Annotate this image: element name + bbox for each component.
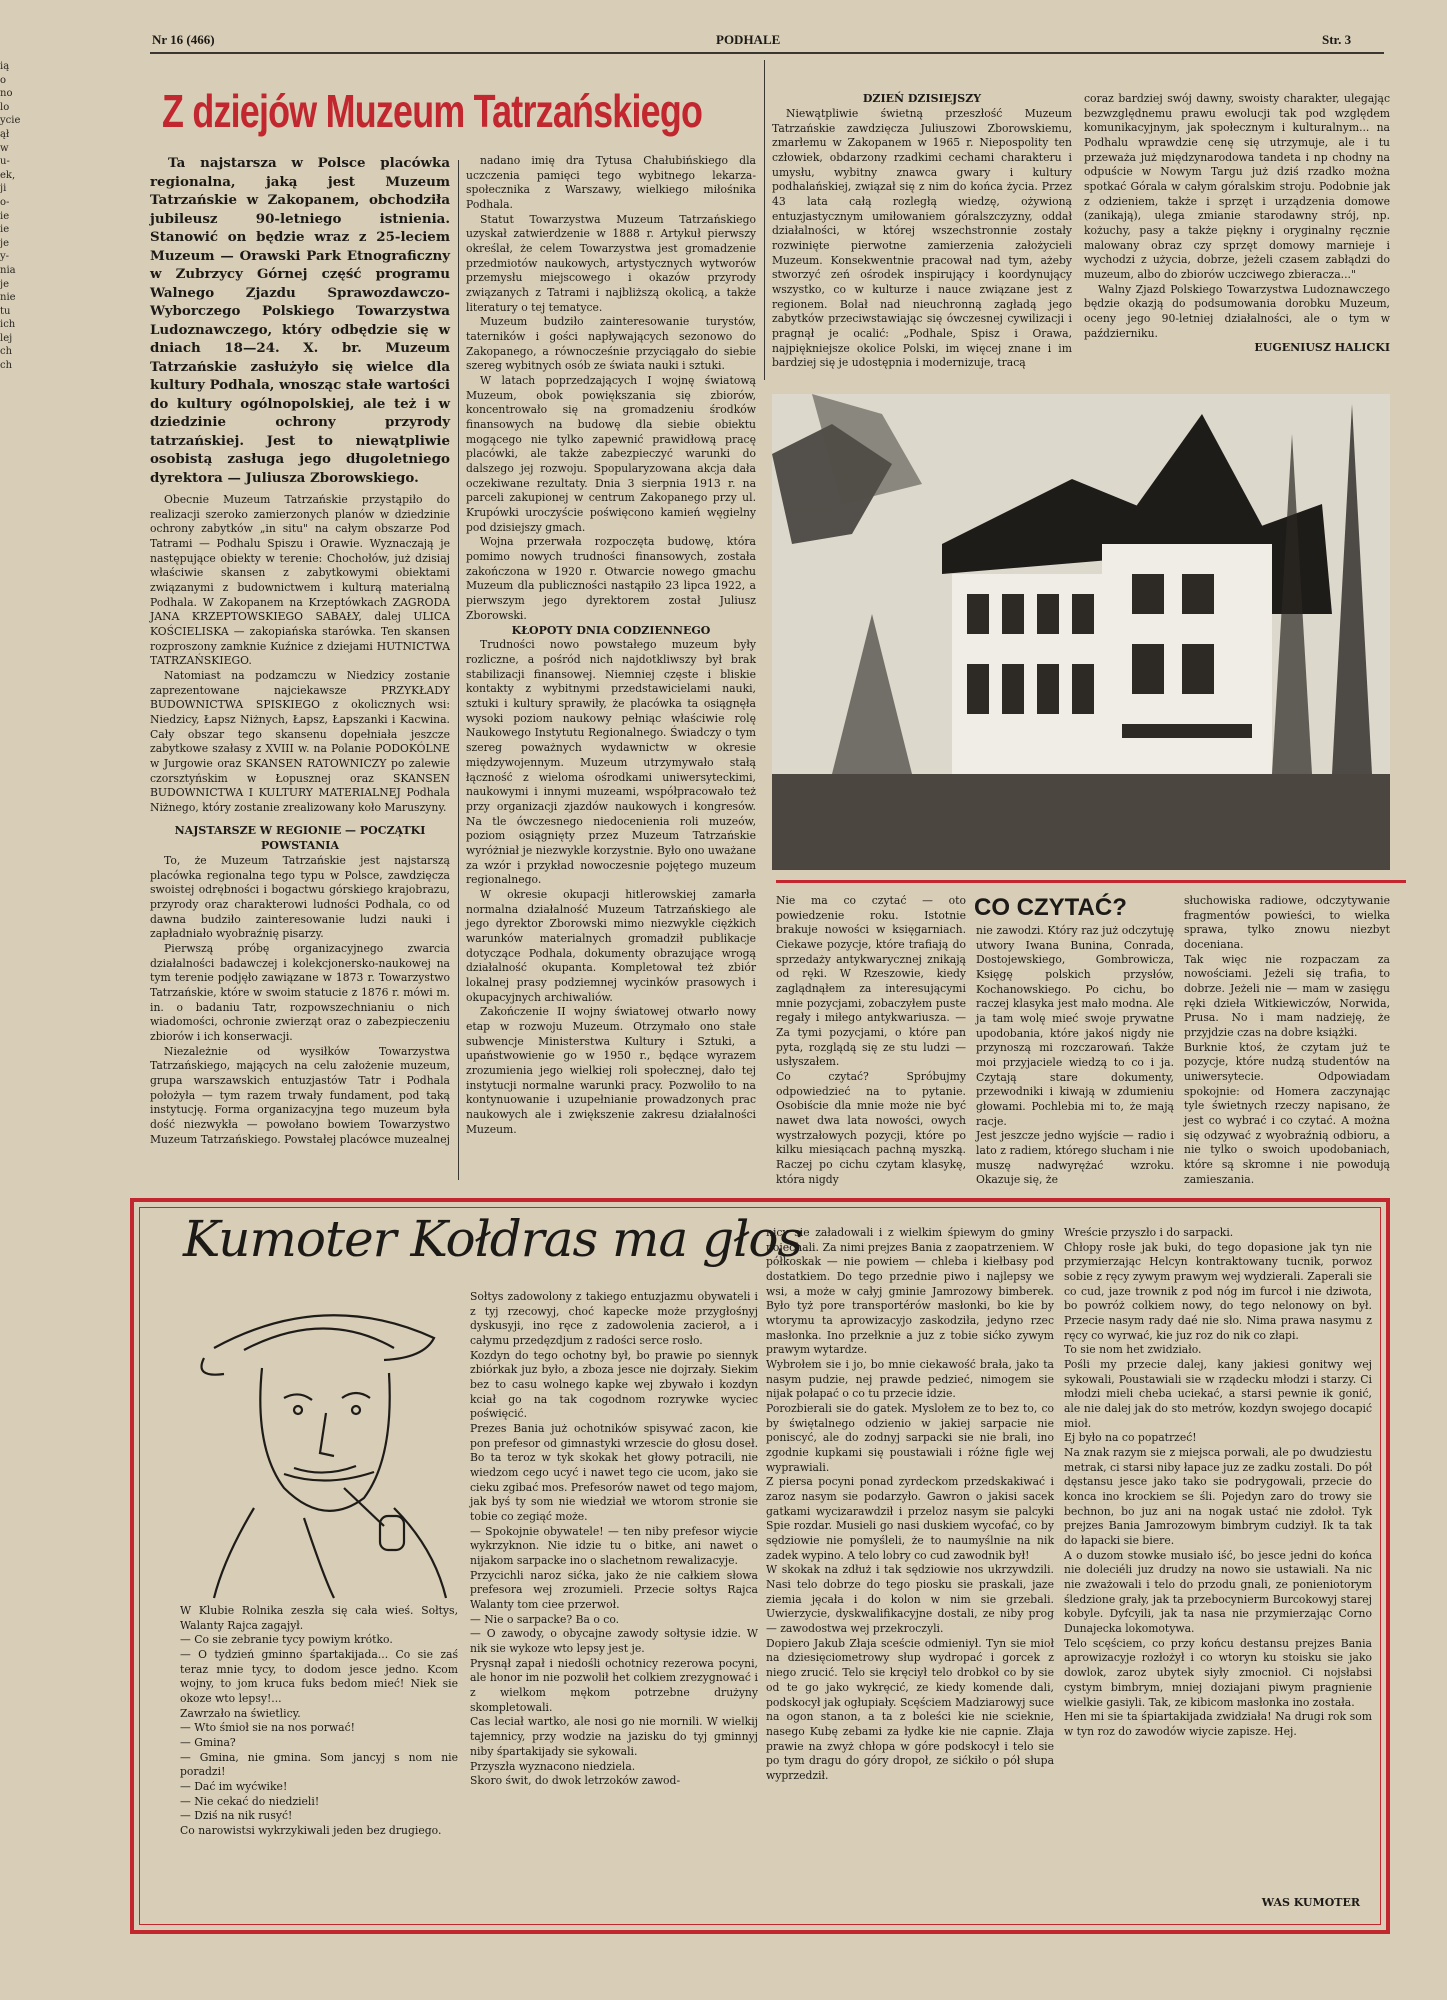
article1-subheading-3: DZIEŃ DZISIEJSZY xyxy=(862,92,982,105)
newspaper-name: PODHALE xyxy=(716,32,781,47)
article3-column-2: nicy sie załadowali i z wielkim śpiewym do gminy pojechali. Za nimi prejzes Bania z zaopatrzeniem. W półkoskak — nie powiem — chleba i kiełbasy pod dostatkiem. Do tego przednie piwo i najlepsy we wsi, a może w całyj gminie Jamrozowy bimberek. Było tyż pore transportérów masłonki, bo kie by wtorymu ta aprowizacyjo zaskodziła, jedyno rzec masłonka. Ino przełknie a juz z tobie sićko zywym prawym wytardze. Wybrołem sie i jo, bo mnie ciekawość brała, jako ta nasym pudzie, nej prawde pedzieć, nimogem sie nijak połapać o co tu przecie idzie. Porozbierali sie do gatek. Myslołem ze to bez to, co by świętalnego odzienio w jakiej sarpacie nie poniscyć, ale do zodnyj sarpacki sie nie brali, ino zgodnie kupkami się poustawiali i różne figle wej wyprawiali. Z piersa pocyni ponad zyrdeckom przedskakiwać i zaroz nasym sie podarzyło. Gawron o jakisi sacek gatkami wycizarawdził i przeloz nasym sie palcyki Spie rozdar. Musieli go nasi duskiem wycofać, co by sędziowie nie pomyśleli, że to naumyślnie na nik zadek wypino. A telo lobry co cud zawodnik był! W skokak na zdłuż i tak sędziowie nos ukrzywdzili. Nasi telo dobrze do tego piosku sie praskali, jaze ziemia jęcała i do kolon w nim sie grzebali. Uwierzycie, dyskwalifikacyjne dostali, ze niby prog — zawodostwa wej przekroczyli. Dopiero Jakub Złaja sceście odmieniył. Tyn sie mioł na dziesięciometrowy słup wydropać i gorcek z niego zrucić. Telo sie kręciył telo drobkoł co by sie od te go jako wykręcić, ze kiedy komende dali, podskocył jak ogłupiały. Scęściem Madziarowyj suce na ogon stanon, a ta z boleści kie nie scieknie, nasego Kubę zebami za łydke kie nie capnie. Złaja prawie na zwyż chłopa w góre podskocył i telo sie po tym dragu do góry dropoł, ze sićkiło o pół słupa wyprzedził. xyxy=(766,1226,1054,1782)
article1-subheading-2: KŁOPOTY DNIA CODZIENNEGO xyxy=(511,623,711,637)
page-number: Str. 3 xyxy=(1322,32,1352,47)
article1-column-2 xyxy=(466,154,756,1180)
museum-building-photo xyxy=(772,394,1390,870)
column-divider xyxy=(764,60,765,380)
article2-column-3: słuchowiska radiowe, odczytywanie fragmentów powieści, to wielka sprawa, tylko znowu niezbyt doceniana. Tak więc nie rozpaczam za nowościami. Jeżeli się trafia, to dobrze. Jeżeli nie — mam w zasięgu ręki dzieła Witkiewiczów, Norwida, Prusa. No i mam nadzieję, że przyjdzie czas na dobre książki. Burknie ktoś, że czytam już te pozycje, które nudzą studentów na uniwersytecie. Odpowiadam spokojnie: od Homera zaczynając tyle świetnych rzeczy napisano, że jest co wybrać i co czytać. A można się odzywać z wyobraźnią odbioru, a nie tylko o swoich upodobaniach, które są skromne i nie powodują zamieszania. xyxy=(1184,894,1390,1186)
article2-column-2: nie zawodzi. Który raz już odczytuję utwory Iwana Bunina, Conrada, Dostojewskiego, Gombrowicza, Księgę polskich przysłów, Kochanowskiego. Po cichu, bo raczej klasyka jest mało modna. Ale ja tam wolę mieć swoje prywatne upodobania, które jakoś nigdy nie przynoszą mi rozczarowań. Także moi przyjaciele wiedzą to co i ja. Czytają stare dokumenty, przewodniki i kiwają w zdumieniu głowami. Pochlebia mi to, że mają racje. Jest jeszcze jedno wyjście — radio i lato z radiem, którego słucham i nie muszę nadwyrężać wzroku. Okazuje się, że xyxy=(976,924,1174,1187)
article1-paragraph: W latach poprzedzających I wojnę światową Muzeum, obok powiększania się zbiorów, koncentrowało się na gromadzeniu środków finansowych na budowę dla siebie obiektu mogącego nie tylko zapewnić prawidłową pracę placówki, ale także zabezpieczyć warunki do dalszego jej rozwoju. Spopularyzowana akcja dała oczekiwane rezultaty. Dnia 3 sierpnia 1913 r. na parceli zakupionej w centrum Zakopanego przy ul. Krupówki uroczyście poświęcono kamień węgielny pod dzisiejszy gmach. xyxy=(466,374,756,534)
article1-signature: EUGENIUSZ HALICKI xyxy=(1254,341,1390,355)
article1-paragraph: Obecnie Muzeum Tatrzańskie przystąpiło do realizacji szeroko zamierzonych planów w dziedzinie ochrony zabytków „in situ" na całym obszarze Pod Tatrami — Podhalu Spiszu i Orawie. Wyznaczają je następujące obiekty w terenie: Chochołów, już dzisiaj właściwie skansen z zabytkowymi obiektami związanymi z budownictwem i kulturą materialną Podhala. W Zakopanem na Krzeptówkach ZAGRODA JANA KRZEPTOWSKIEGO SABAŁY, dalej ULICA KOŚCIELISKA — zakopiańska starówka. Ten skansen rozproszony zamknie Kuźnice z dziejami HUTNICTWA TATRZAŃSKIEGO. xyxy=(150,493,450,668)
article1-paragraph: coraz bardziej swój dawny, swoisty charakter, ulegając bezwzględnemu prawu ewolucji tak pod względem komunikacyjnym, jak społecznym i kulturalnym... na Podhalu wprawdzie cenę się utrzymuje, ale i tu przeważa już międzynarodowa tandeta i np chodny na odpuście w Nowym Targu już dziś rzadko można spotkać Górala w całym góralskim stroju. Podobnie jak z odzieniem, także i sprzęt i urządzenia domowe (zanikają), ulega zmianie starodawny strój, np. kożuchy, pasy a także piękny i oryginalny ręcznie malowany obraz czy sprzęt domowy marnieje i wychodzi z użycia, dobrze, jeżeli czasem zabłądzi do muzeum, albo do zbiorów uczciwego zbieracza..." xyxy=(1084,92,1390,282)
highlander-portrait-illustration xyxy=(184,1278,464,1598)
article1-paragraph: Niewątpliwie świetną przeszłość Muzeum Tatrzańskie zawdzięcza Juliuszowi Zborowskiemu, zmarłemu w Zakopanem w 1965 r. Niepospolity ten człowiek, obdarzony rzadkimi cechami charakteru i umysłu, wybitny znawca gwary i kultury podhalańskiej, związał się z nim do końca życia. Przez 43 lata całą rozległą wiedzę, ożywioną entuzjastycznym umiłowaniem góralszczyzny, oddał działalności, w której wszechstronnie zostały rozwinięte pierwotne zamierzenia założycieli Muzeum. Konsekwentnie pracował nad tym, ażeby stworzyć zeń ośrodek inspirujący i koordynujący wszystko, co w kulturze i nauce związane jest z regionem. Bolał nad nieuchronną zagładą jego zabytków przeciwstawiając się ówczesnej cywilizacji i pragnął je ocalić: „Podhale, Spisz i Orawa, najpiękniejsze okolice Polski, im więcej znane i im bardziej się je udostępnia i modernizuje, tracą xyxy=(772,106,1072,370)
issue-number: Nr 16 (466) xyxy=(152,32,215,47)
article3-column-1: Sołtys zadowolony z takiego entuzjazmu obywateli i z tyj rzecowyj, choć kapecke może przygłośnyj dyskusyji, ino ręce z zadowolenia zacieroł, a i całymu przedęzdjum z radości serce rosło. Kozdyn do tego ochotny był, bo prawie po siennyk zbiórkak juz było, a zboza jesce nie dojrzały. Siekim bez to casu wolnego kapke wej zbywało i kozdyn kciał go na tak cogodnom rozrywke wyciec poświęcić. Prezes Bania już ochotników spisywać zacon, kie pon prefesor od gimnastyki wrzescie do głosu doseł. Bo ta teroz w tyk skokak het głowy potracili, nie wiedzom cego ucyć i nawet tego cie ucom, jako sie cieku zgibać mos. Prefesorów nawet od tego majom, jak byś ty som nie wiedział we wtorom stronie sie tobie co zegiąć może. — Spokojnie obywatele! — ten niby prefesor wiycie wykrzyknon. Nie idzie tu o bitke, ani nawet o nijakom sarpacke ino o slachetnom rewalizacyje. Przycichli naroz sićka, jako że nie całkiem słowa prefesora wej zrozumieli. Przecie sołtys Rajca Walanty tom ciee przerwoł. — Nie o sarpacke? Ba o co. — O zawody, o obycajne zawody sołtysie idzie. W nik sie wykoze wto lepsy jest je. Prysnął zapał i niedośli ochotnicy rezerowa pocyni, ale honor im nie pozwolił het colkiem zrezygnować i z wielkom mękom potrzebne drużyny skompletowali. Cas leciał wartko, ale nosi go nie mornili. W wielkij tajemnicy, przy wodzie na jazisku do tyj gminnyj niby śpartakijady sie sykowali. Przyszła wyznacono niedziela. Skoro świt, do dwok letrzoków zawod- xyxy=(470,1290,758,1788)
article1-lead: Ta najstarsza w Polsce placówka regionalna, jaką jest Muzeum Tatrzańskie w Zakopanem, obchodziła jubileusz 90-letniego istnienia. Stanowić on będzie wraz z 25-leciem Muzeum — Orawski Park Etnograficzny w Zubrzycy Górnej część programu Walnego Zjazdu Sprawozdawczo-Wyborczego Polskiego Towarzystwa Ludoznawczego, który odbędzie się w dniach 18—24. X. br. Muzeum Tatrzańskie zasłużyło się wielce dla kultury Podhala, wnosząc stałe wartości do kultury ogólnopolskiej, ale też i w dziedzinie ochrony przyrody tatrzańskiej. Jest to niewątpliwie osobistą zasługa jego długoletniego dyrektora — Juliusza Zborowskiego. xyxy=(150,155,450,486)
article2-title: CO CZYTAĆ? xyxy=(974,894,1127,921)
article1-column-3 xyxy=(772,92,1072,390)
article3-column-3: Wreście przyszło i do sarpacki. Chłopy rosłe jak buki, do tego dopasione jak tyn nie przymierzając Helcyn kontraktowany tucnik, porwoz sobie z ręcy zywym prawym wej wydzierali. Zaperali sie co cud, jaze trownik z pod nóg im furcoł i nie dziwota, bo powróż colkiem nowy, do tego nelonowy on był. Przecie nasym rady daé nie sło. Nima prawa nasymu z ręcy co wyrwać, kie juz roz do nik co złapi. To sie nom het zwidziało. Pośli my przecie dalej, kany jakiesi gonitwy wej sykowali, Poustawiali sie w rządecku młodzi i starzy. Ci młodzi mieli cheba uciekać, a starsi pewnie ik gonić, ale nie dalej jak do sto metrów, kozdyn swojego docapić mioł. Ej było na co popatrzeć! Na znak razym sie z miejsca porwali, ale po dwudziestu metrak, ci starsi niby łapace juz ze zadku zostali. Do pół dęstansu jesce jako tako sie podrygowali, przecie do konca ino krockiem se śli. Pojedyn zaro do trowy sie bechnon, bo juz ani na nogak ustać nie zdołoł. Tyk prejzes Bania Jamrozowym bimbrym cudziył. Ik ta tak do łapacki sie biere. A o duzom stowke musiało iść, bo jesce jedni do końca nie doleciéli juz drudzy na nowo sie ustawiali. Na nic nie zważowali i telo do przodu gnali, ze ponieniotorym śledzione grały, jak ta przebocynierm Burcokowyj starej kobyle. Dyfcyili, jak ta nasa nie przymierzając Corno Dunajecka lokomotywa. Telo scęściem, co przy końcu destansu prejzes Bania aprowizacyje rozłożył i co wtoryn ku stoisku sie jako dowlok, zaroz ubytek siyły zmocnioł. Ci nojsłabsi cystym bimbrym, mniej doziajani piwym pragnienie wielkie gasiyli. Tak, ze kibicom masłonka ino została. Hen mi sie ta śpiartakijada zwidziała! Na drugi rok som w tyn roz do zawodów wiycie zapisze. Hej. xyxy=(1064,1226,1372,1738)
article1-column-1b xyxy=(150,824,450,1180)
article1-column-4 xyxy=(1084,92,1390,390)
article1-column-1 xyxy=(150,154,450,824)
article-title-museum: Z dziejów Muzeum Tatrzańskiego xyxy=(162,85,703,137)
highlander-portrait-icon xyxy=(184,1278,464,1598)
article1-paragraph: Muzeum budziło zainteresowanie turystów, taterników i gości napływających sezonowo do Zakopanego, a równocześnie przyciągało do siebie szereg wybitnych osób ze świata nauki i sztuki. xyxy=(466,315,756,373)
article3-title: Kumoter Kołdras ma głos xyxy=(183,1210,803,1268)
article2-column-1: Nie ma co czytać — oto powiedzenie roku. Istotnie brakuje nowości w księgarniach. Ciekawe pozycje, które trafiają do sprzedaży antykwarycznej znikają od ręki. W Rzeszowie, kiedy zaglądnąłem za interesującymi mnie pozycjami, zobaczyłem puste regały i miłego antykwariusza. — Za tymi pozycjami, o które pan pyta, rozglądą się ze stu ludzi — usłyszałem. Co czytać? Spróbujmy odpowiedzieć na to pytanie. Osobiście dla mnie może nie być nawet dwa lata nowości, owych wystrzałowych pozycji, które po kilku miesiącach pachną myszką. Raczej po cichu czytam klasykę, która nigdy xyxy=(776,894,966,1186)
column-divider xyxy=(458,160,459,1180)
article1-paragraph: nadano imię dra Tytusa Chałubińskiego dla uczczenia pamięci tego wybitnego lekarza-społecznika z Warszawy, wielkiego miłośnika Podhala. xyxy=(466,154,756,212)
article1-paragraph: Pierwszą próbę organizacyjnego zwarcia działalności badawczej i kolekcjonersko-naukowej na tym terenie podjęło zawiązane w 1873 r. Towarzystwo Tatrzańskie, które w swoim statucie z 1876 r. mówi m. in. o badaniu Tatr, rozpowszechnianiu o nich wiadomości, ochronie zwierząt oraz o zabezpieczeniu zbiorów i ich konserwacji. xyxy=(150,941,450,1043)
museum-building-illustration xyxy=(772,394,1390,870)
article1-paragraph: Natomiast na podzamczu w Niedzicy zostanie zaprezentowane najciekawsze PRZYKŁADY BUDOWNICTWA SPISKIEGO z okolicznych wsi: Niedzicy, Łapsz Niżnych, Łapsz, Łapszanki i Kacwina. Cały obszar tego skansenu dopełniała jeszcze zabytkowe szałasy z XVIII w. na Polanie PODOKÓLNE w Jurgowie oraz SKANSEN RATOWNICZY po zalewie czorsztyńskim w Łopusznej oraz SKANSEN BUDOWNICTWA I KULTURY MATERIALNEJ Podhala Niżnego, który zostanie zrealizowany koło Maruszyny. xyxy=(150,669,450,815)
article1-paragraph: Statut Towarzystwa Muzeum Tatrzańskiego uzyskał zatwierdzenie w 1888 r. Artykuł pierwszy określał, że celem Towarzystwa jest gromadzenie przedmiotów naukowych, artystycznych wytworów przemysłu miejscowego i okazów przyrody związanych z Tatrami i najbliższą okolicą, a także literatury o tej tematyce. xyxy=(466,212,756,314)
article3-signature: WAS KUMOTER xyxy=(1261,1896,1360,1909)
previous-page-edge-text: ią o no lo ycie ął w u- ek, ji o- ie ie je y- nia je nie tu ich lej ch ch xyxy=(0,61,21,372)
article1-paragraph: Wojna przerwała rozpoczęta budowę, która pomimo nowych trudności finansowych, została zakończona w 1920 r. Otwarcie nowego gmachu Muzeum dla publiczności nastąpiło 23 lipca 1922, a pierwszym jego dyrektorem został Juliusz Zborowski. xyxy=(466,535,756,622)
header-rule xyxy=(150,52,1384,54)
article1-paragraph: Niezależnie od wysiłków Towarzystwa Tatrzańskiego, mających na celu założenie muzeum, grupa warszawskich entuzjastów Tatr i Podhala położyła — tym razem trwały fundament, pod taką instytucję. Forma organizacyjna tego muzeum była dość niezwykła — powołano bowiem Towarzystwo Muzeum Tatrzańskiego. Powstałej placówce muzealnej xyxy=(150,1044,450,1146)
article1-paragraph: Zakończenie II wojny światowej otwarło nowy etap w rozwoju Muzeum. Otrzymało ono stałe subwencje Ministerstwa Kultury i Sztuki, a upaństwowienie go w 1950 r., będące wyrazem zrozumienia jego wielkiej roli społecznej, dało tej instytucji normalne warunki pracy. Pozwoliło to na kontynuowanie i uzupełnianie prowadzonych prac naukowych ale i zwiększenie zakresu działalności Muzeum. xyxy=(466,1005,756,1136)
article1-paragraph: Walny Zjazd Polskiego Towarzystwa Ludoznawczego będzie okazją do podsumowania dorobku Muzeum, oceny jego 90-letniej działalności, ale o tym w październiku. xyxy=(1084,282,1390,340)
article3-intro: W Klubie Rolnika zeszła się cała wieś. Sołtys, Walanty Rajca zagajył. — Co sie zebranie tycy powiym krótko. — O tydzień gminno śpartakijada... Co sie zaś teraz mnie tycy, to dodom jesce jedno. Kcom wojny, to jom kruca fuks bedom mieć! Niek sie okoze wto lepsy!... Zawrzało na świetlicy. — Wto śmioł sie na nos porwać! — Gmina? — Gmina, nie gmina. Som jancyj s nom nie poradzi! — Dać im wyćwike! — Nie cekać do niedzieli! — Dziś na nik rusyć! Co narowistsi wykrzykiwali jeden bez drugiego. xyxy=(180,1604,458,1838)
article1-subheading-1: NAJSTARSZE W REGIONIE — POCZĄTKI POWSTANIA xyxy=(174,824,426,852)
article1-paragraph: To, że Muzeum Tatrzańskie jest najstarszą placówka regionalna tego typu w Polsce, zawdzięcza swoistej odrębności i bogactwu górskiego krajobrazu, przyrody oraz charakterowi ludności Podhala, co od dawna budziło zainteresowanie ludzi nauki i zapładniało wyobraźnię pisarzy. xyxy=(150,853,450,941)
article1-paragraph: Trudności nowo powstałego muzeum były rozliczne, a pośród nich najdotkliwszy był brak stabilizacji finansowej. Niemniej częste i bliskie kontakty z wybitnymi przedstawicielami nauki, sztuki i kultury sprawiły, że placówka ta osiągnęła wysoki poziom naukowy pełniąc właściwie rolę Naukowego Instytutu Regionalnego. Świadczy o tym szereg poważnych wydawnictw w okresie międzywojennym. Muzeum utrzymywało stałą łączność z wieloma ośrodkami uniwersyteckimi, naukowymi i innymi muzeami, współpracowało też przy organizacji zjazdów naukowych i kongresów. Na tle ówczesnego niedocenienia roli muzeów, poziom osiągnięty przez Muzeum Tatrzańskie wyróżniał je niezwykle korzystnie. Było ono uważane za wzór i przykład nowoczesnie pojętego muzeum regionalnego. xyxy=(466,638,756,887)
article1-paragraph: W okresie okupacji hitlerowskiej zamarła normalna działalność Muzeum Tatrzańskiego ale jego dyrektor Zborowski mimo niezwykle ciężkich warunków materialnych gromadził publikacje dotyczące Podhala, dokumenty obrazujące wrogą działalność okupanta. Kompletował też zbiór lokalnej prasy podziemnej wycinków prasowych i okupacyjnych archiwaliów. xyxy=(466,887,756,1004)
